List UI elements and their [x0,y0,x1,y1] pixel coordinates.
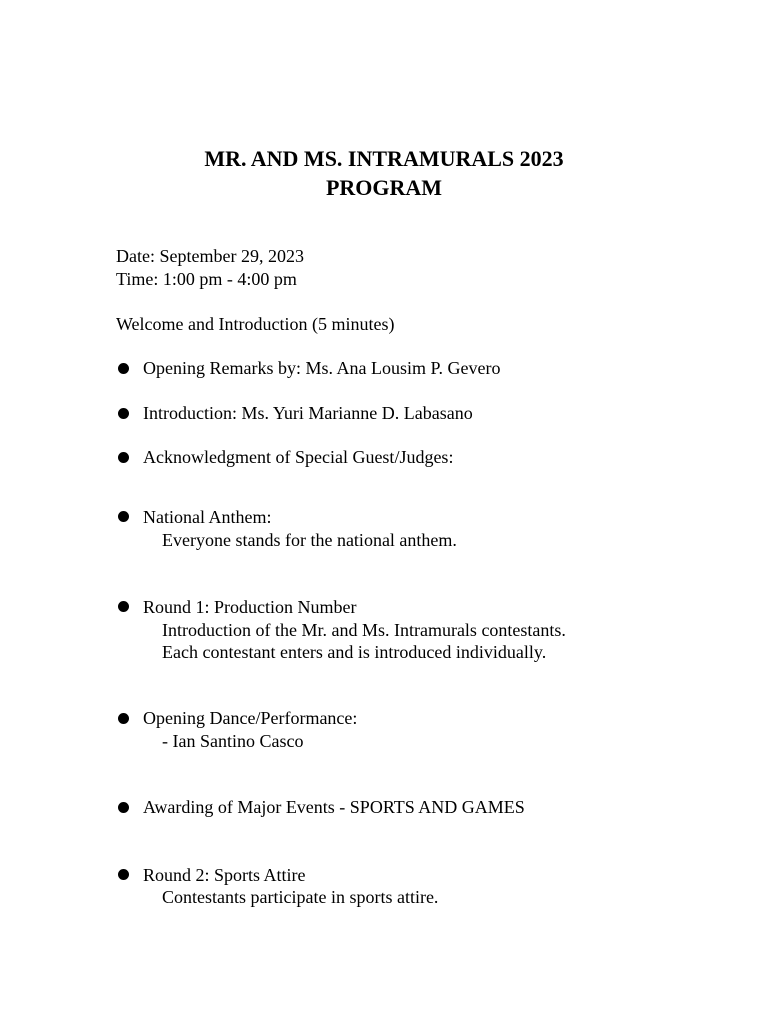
bullet-icon [118,511,129,522]
program-item-acknowledgment: Acknowledgment of Special Guest/Judges: [143,447,454,467]
program-item-opening-remarks: Opening Remarks by: Ms. Ana Lousim P. Gevero [143,358,501,378]
bullet-icon [118,713,129,724]
program-item-detail: - Ian Santino Casco [162,731,304,751]
program-item-detail: Everyone stands for the national anthem. [162,530,457,550]
program-item-introduction: Introduction: Ms. Yuri Marianne D. Labasano [143,403,473,423]
program-item-detail: Each contestant enters and is introduced individually. [162,642,547,662]
bullet-icon [118,601,129,612]
program-item-awarding: Awarding of Major Events - SPORTS AND GAMES [143,797,525,817]
bullet-icon [118,802,129,813]
bullet-icon [118,408,129,419]
bullet-icon [118,452,129,463]
program-item-national-anthem: National Anthem: [143,507,272,527]
bullet-icon [118,363,129,374]
event-date: Date: September 29, 2023 [116,246,304,266]
document-title-line-2: PROGRAM [325,175,443,200]
program-item-round-2: Round 2: Sports Attire [143,865,306,885]
event-time: Time: 1:00 pm - 4:00 pm [116,269,297,289]
program-item-detail: Introduction of the Mr. and Ms. Intramurals contestants. [162,620,566,640]
section-heading: Welcome and Introduction (5 minutes) [116,314,395,334]
document-title-line-1: MR. AND MS. INTRAMURALS 2023 [204,146,564,171]
bullet-icon [118,869,129,880]
program-item-detail: Contestants participate in sports attire. [162,887,439,907]
program-item-round-1: Round 1: Production Number [143,597,357,617]
program-item-opening-dance: Opening Dance/Performance: [143,708,358,728]
